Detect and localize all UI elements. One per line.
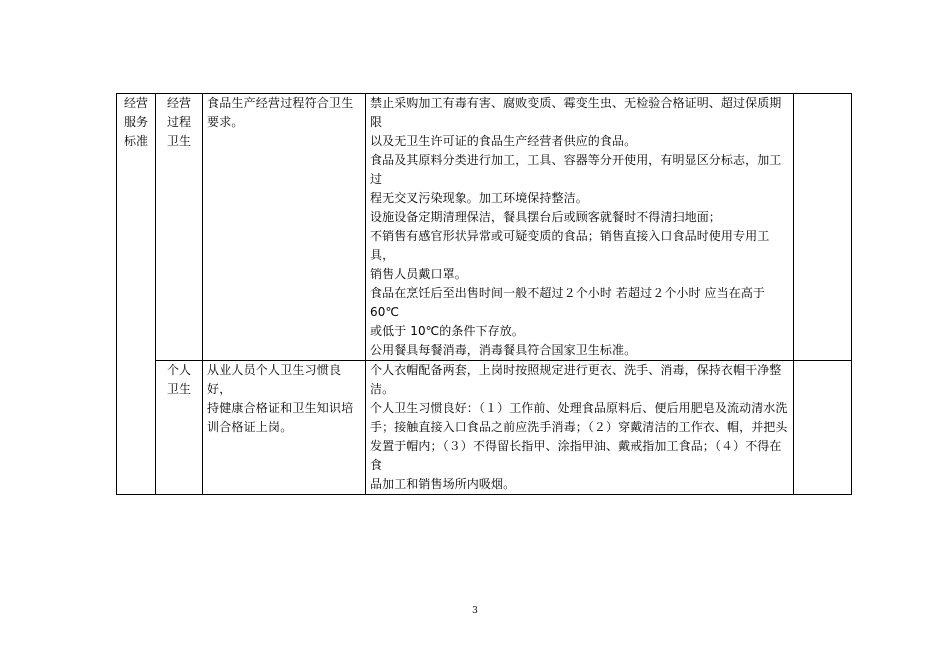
detail-line: 或低于 10℃的条件下存放。: [370, 324, 524, 338]
detail-line: 程无交叉污染现象。加工环境保持整洁。: [370, 191, 588, 205]
detail-line: 设施设备定期清理保洁，餐具摆台后或顾客就餐时不得清扫地面；: [370, 210, 721, 224]
category-label-line: 标准: [123, 134, 148, 148]
note-cell: [794, 361, 852, 495]
detail-line: 个人衣帽配备两套，上岗时按照规定进行更衣、洗手、消毒，保持衣帽干净整洁。: [370, 363, 782, 396]
detail-line: 品加工和销售场所内吸烟。: [370, 477, 516, 491]
requirement-text-line: 要求。: [207, 115, 244, 129]
detail-line: 食品及其原料分类进行加工，工具、容器等分开使用，有明显区分标志，加工过: [370, 153, 782, 186]
requirement-text-line: 持健康合格证和卫生知识培: [207, 401, 354, 415]
item-cell: [156, 361, 203, 495]
item-label-line: 卫生: [166, 134, 191, 148]
item-label-line: 个人: [166, 363, 191, 377]
item-label-line: 过程: [166, 115, 191, 129]
detail-line: 个人卫生习惯良好：（１）工作前、处理食品原料后、便后用肥皂及流动清水洗: [370, 401, 788, 415]
note-cell: [794, 94, 852, 361]
requirement-cell: [203, 94, 366, 361]
detail-line: 公用餐具每餐消毒，消毒餐具符合国家卫生标准。: [370, 343, 637, 357]
detail-line: 销售人员戴口罩。: [370, 267, 467, 281]
category-label-line: 服务: [123, 115, 148, 129]
category-cell: [117, 94, 156, 495]
detail-line: 以及无卫生许可证的食品生产经营者供应的食品。: [370, 134, 637, 148]
requirement-cell: [203, 361, 366, 495]
detail-line: 手；接触直接入口食品之前应洗手消毒；（２）穿戴清洁的工作衣、帽，并把头: [370, 420, 788, 434]
details-cell: [366, 94, 794, 361]
page-number: 3: [472, 606, 478, 616]
category-label-line: 经营: [123, 96, 148, 110]
detail-line: 禁止采购加工有毒有害、腐败变质、霉变生虫、无检验合格证明、超过保质期限: [370, 96, 782, 129]
item-cell: [156, 94, 203, 361]
details-cell: [366, 361, 794, 495]
table-row: [117, 361, 852, 495]
requirement-text-line: 训合格证上岗。: [207, 420, 293, 434]
detail-line: 食品在烹饪后至出售时间一般不超过２个小时 若超过２个小时 应当在高于60℃: [370, 286, 766, 319]
detail-line: 发置于帽内；（３）不得留长指甲、涂指甲油、戴戒指加工食品；（４）不得在食: [370, 439, 782, 472]
detail-line: 不销售有感官形状异常或可疑变质的食品；销售直接入口食品时使用专用工具，: [370, 229, 770, 262]
item-label-line: 经营: [166, 96, 191, 110]
requirement-text-line: 从业人员个人卫生习惯良好，: [207, 363, 342, 396]
table-row: [117, 94, 852, 361]
item-label-line: 卫生: [166, 382, 191, 396]
service-standard-table: [116, 93, 852, 495]
requirement-text-line: 食品生产经营过程符合卫生: [207, 96, 354, 110]
